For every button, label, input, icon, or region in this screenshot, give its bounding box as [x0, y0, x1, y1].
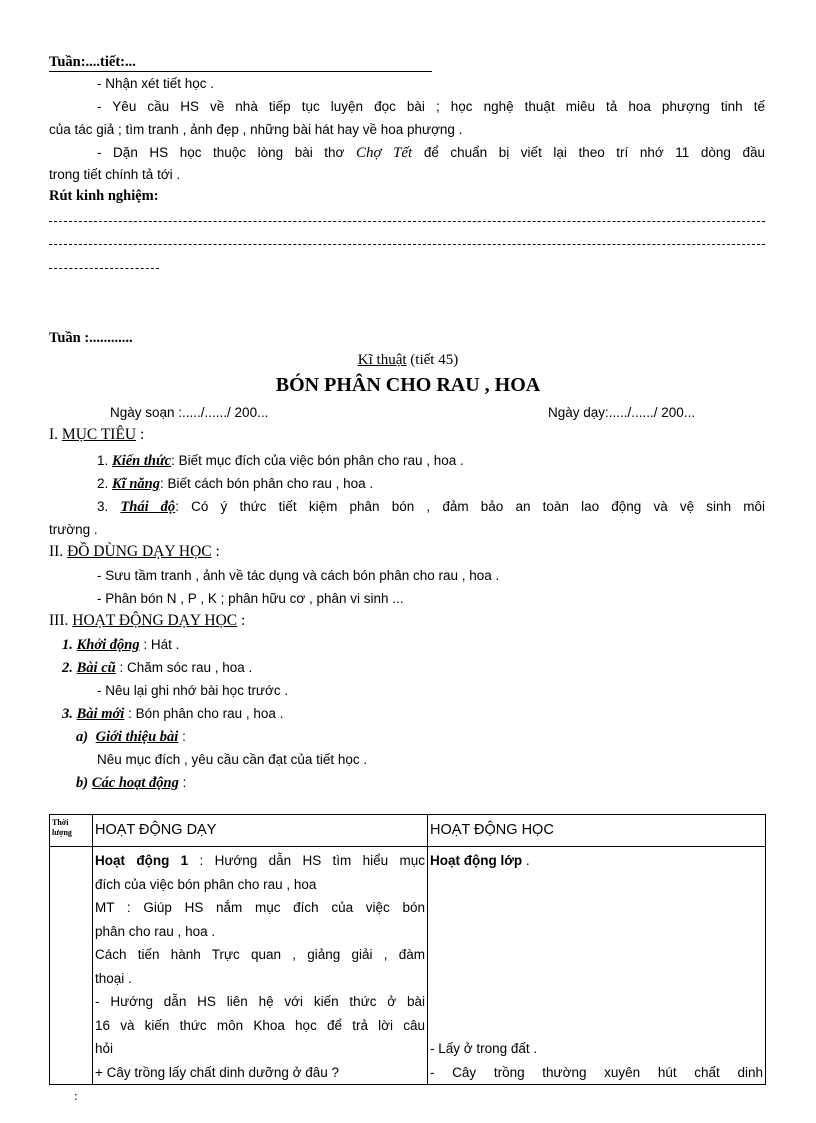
- teach-cell: [93, 847, 428, 1085]
- objective-skill: 2. Kĩ năng: Biết cách bón phân cho rau , hoa .: [97, 476, 374, 492]
- substep-intro-item: Nêu mục đích , yêu cầu cần đạt của tiết học .: [97, 752, 368, 767]
- table-row: [50, 847, 766, 1085]
- teach-activity-title-cont: đích của việc bón phân cho rau , hoa: [95, 876, 317, 892]
- substep-activities: b) Các hoạt động :: [76, 775, 187, 791]
- objective-attitude: 3. Thái độ: Có ý thức tiết kiệm phân bón , đảm bảo an toàn lao động và vệ sinh môi: [97, 499, 765, 515]
- teach-activity-title: Hoạt động 1 : Hướng dẫn HS tìm hiểu mục: [95, 853, 425, 868]
- date-taught: Ngày dạy:...../....../ 200...: [548, 405, 696, 420]
- lesson-week: Tuần :............: [49, 330, 133, 346]
- teach-method-cont: thoại .: [95, 970, 132, 986]
- materials-item-2: - Phân bón N , P , K ; phân hữu cơ , phân vi sinh ...: [97, 591, 404, 606]
- materials-item-1: - Sưu tầm tranh , ảnh về tác dụng và cách bón phân cho rau , hoa .: [97, 568, 500, 583]
- prev-item-2: - Yêu cầu HS về nhà tiếp tục luyện đọc bài ; học nghệ thuật miêu tả hoa phượng tinh tế: [97, 99, 765, 114]
- teach-question-1: + Cây trồng lấy chất dinh dưỡng ở đâu ?: [95, 1064, 340, 1080]
- footer-mark: :: [74, 1088, 78, 1103]
- learn-answer-2: - Cây trồng thường xuyên hút chất dinh: [430, 1064, 763, 1080]
- time-cell: [50, 847, 93, 1085]
- objective-knowledge: 1. Kiến thức: Biết mục đích của việc bón phân cho rau , hoa .: [97, 453, 464, 469]
- experience-label: Rút kinh nghiệm:: [49, 188, 159, 204]
- date-prepared: Ngày soạn :...../....../ 200...: [110, 405, 269, 420]
- step-warmup: 1. Khởi động : Hát .: [62, 637, 180, 653]
- step-new-lesson: 3. Bài mới : Bón phân cho rau , hoa .: [62, 706, 284, 722]
- prev-item-1: - Nhận xét tiết học .: [97, 76, 215, 91]
- learn-answer-1: - Lấy ở trong đất .: [430, 1041, 538, 1056]
- learn-activity-title: Hoạt động lớp .: [430, 853, 530, 868]
- teach-method: Cách tiến hành Trực quan , giảng giải , đàm: [95, 947, 425, 962]
- prev-item-2-cont: của tác giả ; tìm tranh , ảnh đẹp , những bài hát hay về hoa phượng .: [49, 122, 463, 137]
- prev-week-label: Tuần:....tiết:...: [49, 54, 432, 72]
- objectives-heading: I. MỤC TIÊU :: [49, 426, 145, 443]
- prev-item-3-cont: trong tiết chính tả tới .: [49, 167, 181, 182]
- col-learn-header: HOẠT ĐỘNG HỌC: [428, 815, 766, 847]
- prev-item-3: - Dặn HS học thuộc lòng bài thơ Chợ Tết để chuẩn bị viết lại theo trí nhớ 11 dòng đầu: [97, 145, 765, 161]
- teach-objective-cont: phân cho rau , hoa .: [95, 923, 216, 939]
- table-header-row: [50, 815, 766, 847]
- lesson-subject: Kĩ thuật (tiết 45): [357, 352, 459, 368]
- lesson-title: BÓN PHÂN CHO RAU , HOA: [275, 374, 541, 396]
- teach-guide-cont-1: 16 và kiến thức môn Khoa học để trả lời câu: [95, 1017, 425, 1033]
- materials-heading: II. ĐỒ DÙNG DẠY HỌC :: [49, 543, 220, 560]
- step-old-lesson-item: - Nêu lại ghi nhớ bài học trước .: [97, 683, 289, 698]
- step-old-lesson: 2. Bài cũ : Chăm sóc rau , hoa .: [62, 660, 253, 676]
- substep-intro: a) Giới thiệu bài :: [76, 729, 186, 745]
- experience-line-2: [49, 244, 765, 245]
- experience-line-1: [49, 221, 765, 222]
- objective-attitude-cont: trường .: [49, 522, 98, 537]
- teach-guide: - Hướng dẫn HS liên hệ với kiến thức ở bài: [95, 994, 425, 1009]
- activities-heading: III. HOẠT ĐỘNG DẠY HỌC :: [49, 612, 246, 629]
- experience-line-3: [49, 268, 159, 269]
- col-time-header: Thời lượng: [50, 815, 93, 847]
- col-teach-header: HOẠT ĐỘNG DẠY: [93, 815, 428, 847]
- teach-objective: MT : Giúp HS nắm mục đích của việc bón: [95, 900, 425, 915]
- teach-guide-cont-2: hỏi: [95, 1041, 114, 1056]
- activities-table: [49, 814, 766, 1085]
- learn-cell: [428, 847, 766, 1085]
